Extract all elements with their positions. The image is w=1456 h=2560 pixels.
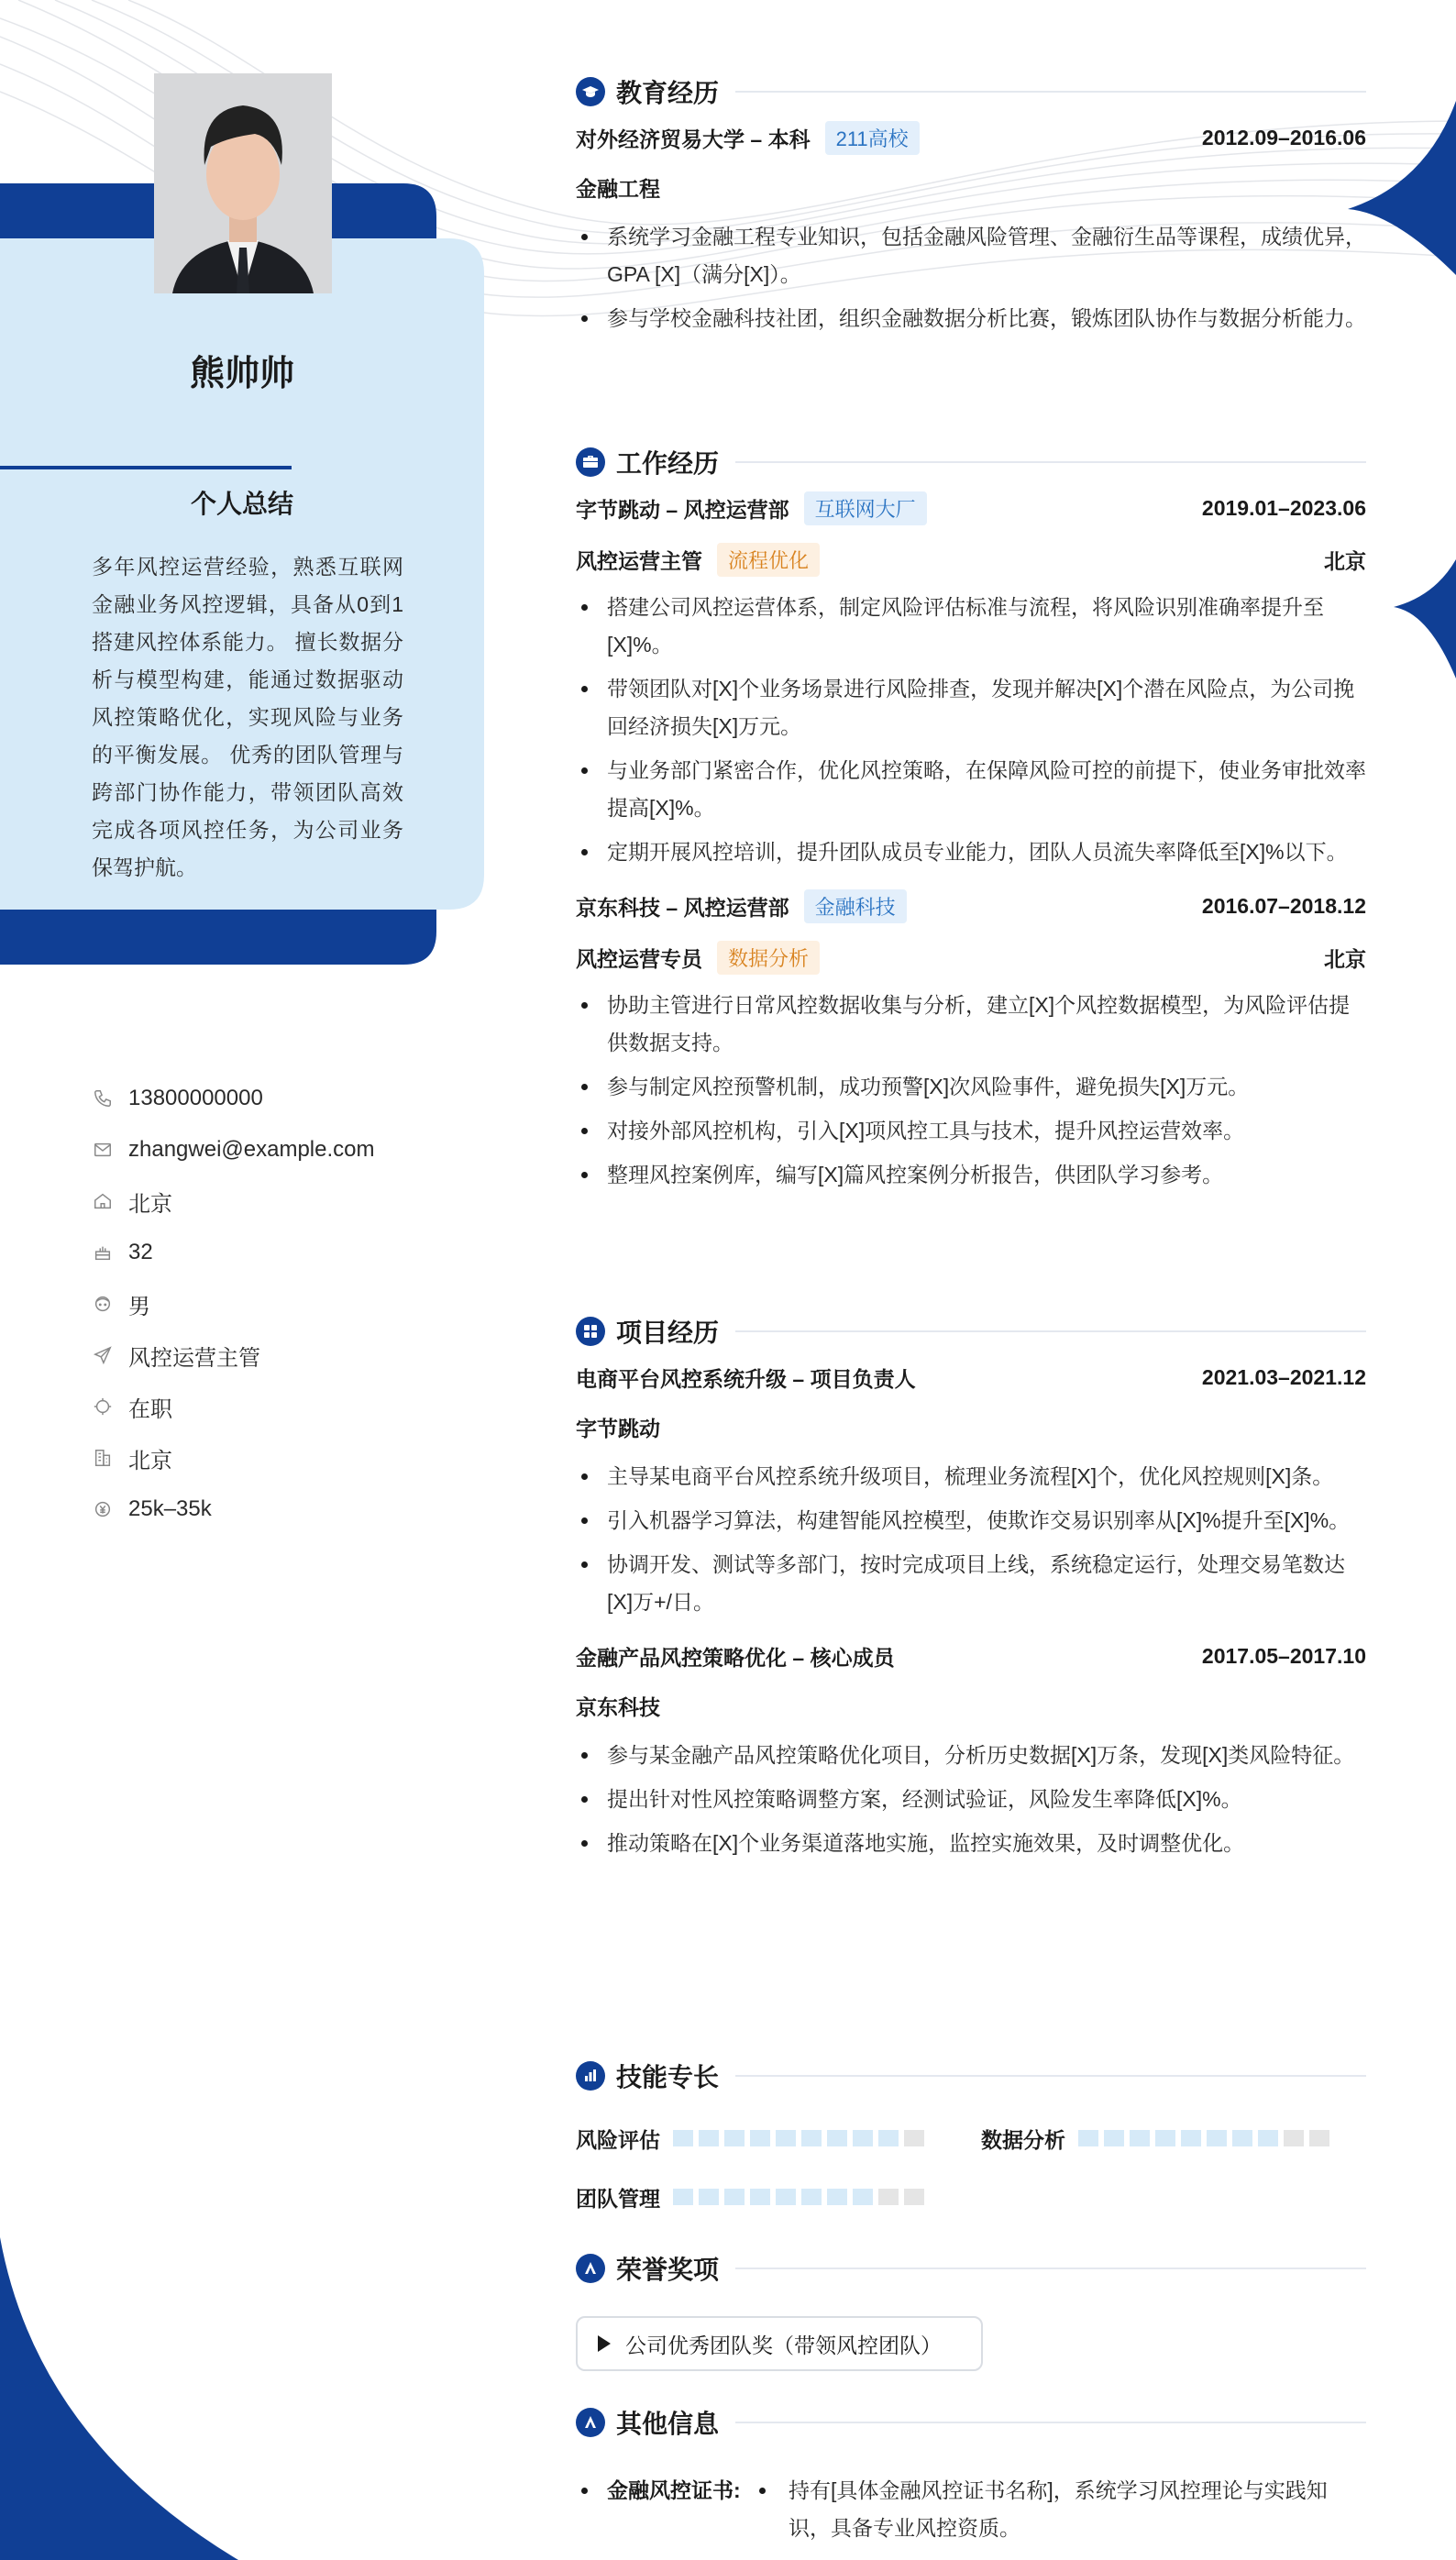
- skill-segment: [1232, 2130, 1252, 2146]
- other-key: 金融风控证书:: [607, 2478, 741, 2502]
- skill-segment: [827, 2189, 847, 2205]
- skill-segment: [1130, 2130, 1150, 2146]
- list-item: 协调开发、测试等多部门，按时完成项目上线，系统稳定运行，处理交易笔数达[X]万+/日。: [576, 1546, 1366, 1621]
- job-role: 风控运营专员: [576, 946, 702, 971]
- project-header: [576, 1639, 1366, 1672]
- list-item: 带领团队对[X]个业务场景进行风险排查，发现并解决[X]个潜在风险点，为公司挽回经济损失[X]万元。: [576, 670, 1366, 745]
- job-role: 风控运营主管: [576, 548, 702, 573]
- project-entry: [576, 1361, 1366, 1621]
- project-company: 京东科技: [576, 1695, 660, 1719]
- skill-segment: [827, 2130, 847, 2146]
- skill-segment: [1104, 2130, 1124, 2146]
- list-item: 引入机器学习算法，构建智能风控模型，使欺诈交易识别率从[X]%提升至[X]%。: [576, 1502, 1366, 1539]
- work-section: [576, 444, 1366, 1200]
- skill-level-bar: [673, 2189, 924, 2205]
- job-date: 2019.01–2023.06: [1201, 495, 1366, 520]
- job-entry: [576, 491, 1366, 871]
- job-bullets: [576, 987, 1366, 1194]
- skill-segment: [801, 2189, 822, 2205]
- school-name: 对外经济贸易大学 – 本科: [576, 127, 811, 151]
- project-name: 电商平台风控系统升级 – 项目负责人: [576, 1366, 916, 1391]
- skill-segment: [1155, 2130, 1175, 2146]
- skill-segment: [904, 2189, 924, 2205]
- projects-section: [576, 1313, 1366, 1869]
- skill-segment: [776, 2189, 796, 2205]
- contact-status: [92, 1381, 477, 1432]
- contact-value: 北京: [128, 1191, 172, 1217]
- skill-segment: [904, 2130, 924, 2146]
- other-value: 持有[具体金融风控证书名称]，系统学习风控理论与实践知识，具备专业风控资质。: [789, 2478, 1328, 2540]
- contact-value: 25k–35k: [128, 1496, 212, 1521]
- section-header: [576, 2058, 1366, 2094]
- project-date: 2017.05–2017.10: [1201, 1643, 1366, 1668]
- candidate-name: 熊帅帅: [189, 355, 294, 393]
- phone-icon: [92, 1087, 114, 1109]
- list-item: 参与学校金融科技社团，组织金融数据分析比赛，锻炼团队协作与数据分析能力。: [576, 300, 1366, 337]
- skill-segment: [724, 2130, 745, 2146]
- list-item: 对接外部风控机构，引入[X]项风控工具与技术，提升风控运营效率。: [576, 1112, 1366, 1150]
- award-item: [576, 2316, 983, 2371]
- project-name: 金融产品风控策略优化 – 核心成员: [576, 1645, 895, 1670]
- skill-name: 风险评估: [576, 2127, 660, 2152]
- list-item: 定期开展风控培训，提升团队成员专业能力，团队人员流失率降低至[X]%以下。: [576, 833, 1366, 871]
- grid-icon: [576, 1317, 605, 1346]
- list-item: 与业务部门紧密合作，优化风控策略，在保障风险可控的前提下，使业务审批效率提高[X]%。: [576, 752, 1366, 827]
- education-row: [576, 121, 1366, 154]
- company-tag: 互联网大厂: [804, 491, 927, 525]
- play-icon: [598, 2335, 611, 2352]
- skill-segment: [750, 2189, 770, 2205]
- contact-salary: [92, 1484, 477, 1535]
- contact-value: 32: [128, 1240, 153, 1264]
- contact-gender: [92, 1278, 477, 1330]
- role-tag: 流程优化: [717, 543, 820, 577]
- section-header: [576, 444, 1366, 480]
- skills-section: [576, 2058, 1366, 2223]
- job-city: 北京: [1324, 548, 1366, 573]
- status-icon: [92, 1396, 114, 1418]
- salary-icon: [92, 1498, 114, 1520]
- list-item: 提出针对性风控策略调整方案，经测试验证，风险发生率降低[X]%。: [576, 1781, 1366, 1818]
- award-label: 公司优秀团队奖（带领风控团队）: [625, 2333, 942, 2357]
- awards-section: [576, 2250, 1366, 2287]
- job-role-row: [576, 543, 1366, 576]
- list-item: 系统学习金融工程专业知识，包括金融风险管理、金融衍生品等课程，成绩优异，GPA [X]（满分[X]）。: [576, 218, 1366, 293]
- job-city: 北京: [1324, 946, 1366, 971]
- skill-segment: [878, 2189, 899, 2205]
- company-tag: 金融科技: [804, 889, 907, 923]
- school-tag: 211高校: [825, 121, 920, 155]
- skill-name: 团队管理: [576, 2186, 660, 2211]
- section-divider: [735, 91, 1366, 93]
- skill-segment: [1258, 2130, 1278, 2146]
- summary-text: 多年风控运营经验，熟悉互联网金融业务风控逻辑，具备从0到1搭建风控体系能力。 擅长数据分析与模型构建，能通过数据驱动风控策略优化，实现风险与业务的平衡发展。 优秀的团队管理与跨部门协作能力，带领团队高效完成各项风控任务，为公司业务保驾护航。: [92, 555, 403, 879]
- contact-home: [92, 1175, 477, 1227]
- list-item: 推动策略在[X]个业务渠道落地实施，监控实施效果，及时调整优化。: [576, 1825, 1366, 1862]
- job-role-row: [576, 941, 1366, 974]
- briefcase-icon: [576, 447, 605, 477]
- section-header: [576, 73, 1366, 110]
- left-column: [0, 0, 495, 2560]
- list-item: 协助主管进行日常风控数据收集与分析，建立[X]个风控数据模型，为风险评估提供数据支持。: [576, 987, 1366, 1062]
- skill-segment: [878, 2130, 899, 2146]
- project-date: 2021.03–2021.12: [1201, 1364, 1366, 1389]
- skill-segment: [1309, 2130, 1329, 2146]
- summary-divider: [0, 466, 292, 469]
- gender-icon: [92, 1293, 114, 1315]
- section-divider: [735, 2268, 1366, 2269]
- contact-list: [92, 1073, 477, 1535]
- skill-item: [576, 2180, 924, 2213]
- award-icon: [576, 2254, 605, 2283]
- section-divider: [735, 461, 1366, 463]
- skill-item: [981, 2122, 1329, 2155]
- company-name: 京东科技 – 风控运营部: [576, 895, 789, 920]
- skill-segment: [750, 2130, 770, 2146]
- skill-segment: [1284, 2130, 1304, 2146]
- section-title: 技能专长: [616, 2063, 720, 2091]
- skill-segment: [853, 2130, 873, 2146]
- section-title: 其他信息: [616, 2410, 720, 2438]
- education-bullets: [576, 218, 1366, 337]
- summary-title: 个人总结: [190, 490, 293, 518]
- portrait-image: [154, 73, 332, 293]
- bullet-dot: [581, 2488, 588, 2494]
- list-item: 参与某金融产品风控策略优化项目，分析历史数据[X]万条，发现[X]类风险特征。: [576, 1737, 1366, 1774]
- contact-value: 北京: [128, 1448, 172, 1473]
- list-item: 整理风控案例库，编写[X]篇风控案例分析报告，供团队学习参考。: [576, 1156, 1366, 1194]
- education-major: 金融工程: [576, 177, 660, 201]
- graduation-cap-icon: [576, 77, 605, 106]
- skill-segment: [1078, 2130, 1098, 2146]
- contact-email: [92, 1124, 477, 1175]
- list-item: 主导某电商平台风控系统升级项目，梳理业务流程[X]个，优化风控规则[X]条。: [576, 1458, 1366, 1495]
- job-entry: [576, 889, 1366, 1194]
- contact-city: [92, 1432, 477, 1484]
- project-bullets: [576, 1458, 1366, 1621]
- chart-icon: [576, 2061, 605, 2091]
- project-company: 字节跳动: [576, 1417, 660, 1440]
- mail-icon: [92, 1139, 114, 1161]
- contact-value: zhangwei@example.com: [128, 1137, 375, 1162]
- job-header: [576, 491, 1366, 524]
- contact-value: 风控运营主管: [128, 1345, 260, 1371]
- section-title: 项目经历: [616, 1319, 720, 1347]
- education-date: 2012.09–2016.06: [1201, 125, 1366, 149]
- skill-item: [576, 2122, 924, 2155]
- list-item: 搭建公司风控运营体系，制定风险评估标准与流程，将风险识别准确率提升至[X]%。: [576, 589, 1366, 664]
- avatar-photo: [154, 73, 332, 293]
- send-icon: [92, 1344, 114, 1366]
- skill-segment: [1207, 2130, 1227, 2146]
- education-section: [576, 73, 1366, 344]
- role-tag: 数据分析: [717, 941, 820, 975]
- company-name: 字节跳动 – 风控运营部: [576, 497, 789, 522]
- project-bullets: [576, 1737, 1366, 1862]
- cake-icon: [92, 1241, 114, 1263]
- contact-age: [92, 1227, 477, 1278]
- section-header: [576, 2250, 1366, 2287]
- skill-segment: [699, 2130, 719, 2146]
- list-item: 参与制定风控预警机制，成功预警[X]次风险事件，避免损失[X]万元。: [576, 1068, 1366, 1106]
- contact-value: 13800000000: [128, 1086, 263, 1110]
- skill-segment: [724, 2189, 745, 2205]
- job-header: [576, 889, 1366, 922]
- contact-phone: [92, 1073, 477, 1124]
- skill-level-bar: [673, 2130, 924, 2146]
- job-date: 2016.07–2018.12: [1201, 893, 1366, 918]
- skill-segment: [673, 2189, 693, 2205]
- skill-segment: [699, 2189, 719, 2205]
- skill-segment: [776, 2130, 796, 2146]
- skill-name: 数据分析: [981, 2127, 1065, 2152]
- section-title: 教育经历: [616, 79, 720, 107]
- info-icon: [576, 2408, 605, 2437]
- job-bullets: [576, 589, 1366, 871]
- section-title: 工作经历: [616, 449, 720, 478]
- section-header: [576, 1313, 1366, 1350]
- project-header: [576, 1361, 1366, 1394]
- building-icon: [92, 1447, 114, 1469]
- contact-value: 在职: [128, 1396, 172, 1422]
- section-divider: [735, 2075, 1366, 2077]
- section-title: 荣誉奖项: [616, 2256, 720, 2284]
- section-divider: [735, 2422, 1366, 2423]
- skill-segment: [1181, 2130, 1201, 2146]
- contact-value: 男: [128, 1294, 150, 1319]
- other-section: [576, 2404, 1366, 2441]
- contact-position: [92, 1330, 477, 1381]
- skill-segment: [673, 2130, 693, 2146]
- skill-segment: [801, 2130, 822, 2146]
- skill-level-bar: [1078, 2130, 1329, 2146]
- project-entry: [576, 1639, 1366, 1862]
- section-divider: [735, 1330, 1366, 1332]
- home-icon: [92, 1190, 114, 1212]
- bullet-dot: [759, 2488, 766, 2494]
- section-header: [576, 2404, 1366, 2441]
- skill-segment: [853, 2189, 873, 2205]
